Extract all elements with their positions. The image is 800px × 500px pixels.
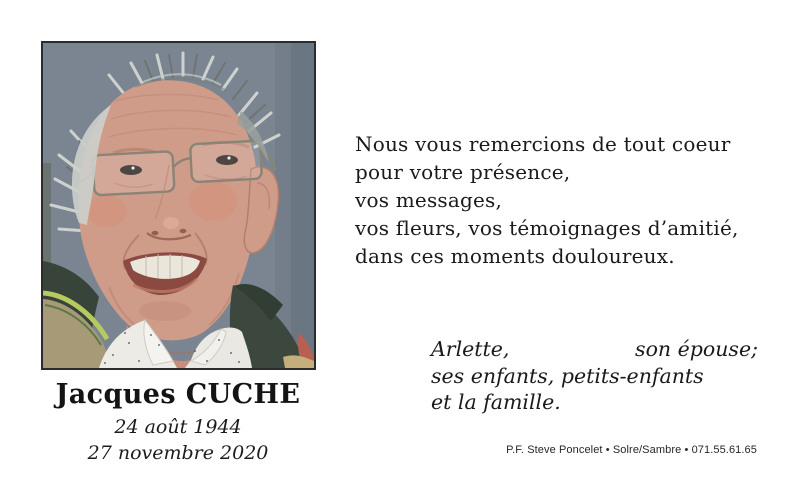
deceased-photo xyxy=(41,41,316,370)
family-signature xyxy=(431,336,758,416)
message-line: Nous vous remercions de tout coeur xyxy=(355,132,731,156)
deceased-name: Jacques CUCHE xyxy=(55,379,301,410)
death-date: 27 novembre 2020 xyxy=(87,442,269,464)
message-line: pour votre présence, xyxy=(355,160,571,184)
message-line: vos fleurs, vos témoignages d’amitié, xyxy=(355,216,739,240)
funeral-home-credit: P.F. Steve Poncelet • Solre/Sambre • 071.55.61.65 xyxy=(506,444,757,456)
message-line: vos messages, xyxy=(355,188,503,212)
spouse-name: Arlette, xyxy=(431,337,510,361)
identity-block xyxy=(30,379,326,466)
message-line: dans ces moments douloureux. xyxy=(355,244,675,268)
portrait-illustration xyxy=(43,43,314,368)
birth-date: 24 août 1944 xyxy=(114,416,242,438)
family-line: ses enfants, petits-enfants xyxy=(431,363,704,388)
thank-you-message xyxy=(355,130,775,270)
family-line: et la famille. xyxy=(431,390,561,414)
spouse-relation: son épouse; xyxy=(635,337,758,361)
